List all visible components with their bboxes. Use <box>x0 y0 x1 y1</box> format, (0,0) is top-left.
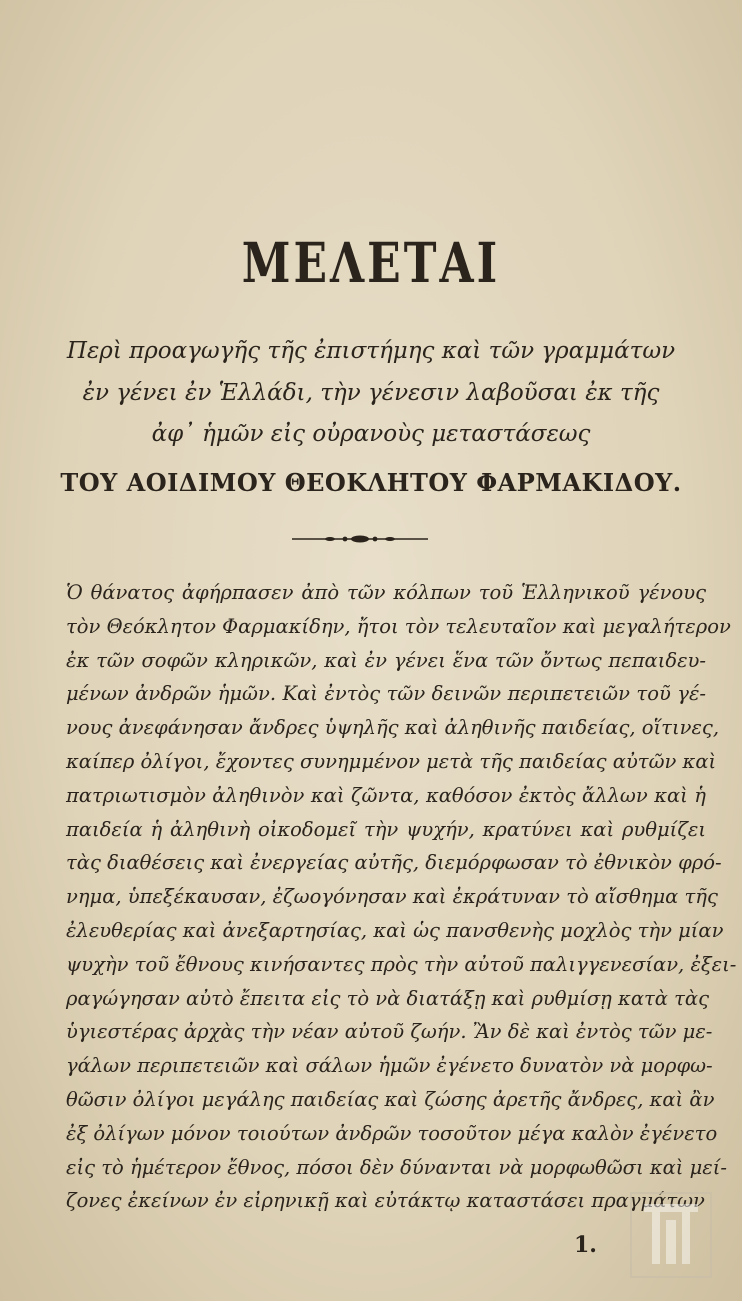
body-line: νους ἀνεφάνησαν ἄνδρες ὑψηλῆς καὶ ἀληθινῆς παιδείας, οἵτινες, <box>66 716 720 740</box>
body-line: παιδεία ἡ ἀληθινὴ οἰκοδομεῖ τὴν ψυχήν, κρατύνει καὶ ρυθμίζει <box>66 817 706 841</box>
subtitle-line-2: ἐν γένει ἐν Ἑλλάδι, τὴν γένεσιν λαβοῦσαι ἐκ τῆς <box>82 380 660 406</box>
body-line: θῶσιν ὀλίγοι μεγάλης παιδείας καὶ ζώσης ἀρετῆς ἄνδρες, καὶ ἂν <box>66 1087 715 1111</box>
body-text <box>66 576 737 1218</box>
body-line: τὰς διαθέσεις καὶ ἐνεργείας αὐτῆς, διεμόρφωσαν τὸ ἐθνικὸν φρό- <box>66 851 722 875</box>
library-logo-watermark <box>630 1192 712 1278</box>
body-line: καίπερ ὀλίγοι, ἔχοντες συνημμένον μετὰ τῆς παιδείας αὐτῶν καὶ <box>66 749 717 773</box>
body-line: ὑγιεστέρας ἀρχὰς τὴν νέαν αὐτοῦ ζωήν. Ἂν δὲ καὶ ἐντὸς τῶν με- <box>66 1020 713 1044</box>
body-line: πατριωτισμὸν ἀληθινὸν καὶ ζῶντα, καθόσον ἐκτὸς ἄλλων καὶ ἡ <box>66 783 706 807</box>
body-line: ζονες ἐκείνων ἐν εἰρηνικῇ καὶ εὐτάκτῳ καταστάσει πραγμάτων <box>66 1189 705 1213</box>
body-line: Ὁ θάνατος ἀφήρπασεν ἀπὸ τῶν κόλπων τοῦ Ἑλληνικοῦ γένους <box>66 581 706 604</box>
body-line: ψυχὴν τοῦ ἔθνους κινήσαντες πρὸς τὴν αὐτοῦ παλιγγενεσίαν, ἐξει- <box>66 952 737 976</box>
body-line: ἐλευθερίας καὶ ἀνεξαρτησίας, καὶ ὡς πανσθενὴς μοχλὸς τὴν μίαν <box>66 918 724 942</box>
subtitle-line-3: ἀφ᾽ ἡμῶν εἰς οὐρανοὺς μεταστάσεως <box>151 421 591 447</box>
body-line: μένων ἀνδρῶν ἡμῶν. Καὶ ἐντὸς τῶν δεινῶν περιπετειῶν τοῦ γέ- <box>66 682 706 706</box>
body-line: ραγώγησαν αὐτὸ ἔπειτα εἰς τὸ νὰ διατάξῃ καὶ ρυθμίσῃ κατὰ τὰς <box>66 986 710 1010</box>
body-line: νημα, ὑπεξέκαυσαν, ἐζωογόνησαν καὶ ἐκράτυναν τὸ αἴσθημα τῆς <box>66 885 718 909</box>
body-line: εἰς τὸ ἡμέτερον ἔθνος, πόσοι δὲν δύνανται νὰ μορφωθῶσι καὶ μεί- <box>66 1155 728 1179</box>
body-line: ἐκ τῶν σοφῶν κληρικῶν, καὶ ἐν γένει ἕνα τῶν ὄντως πεπαιδευ- <box>66 648 706 672</box>
page-number: 1. <box>574 1232 597 1258</box>
page-title: ΜΕΛΕΤΑΙ <box>241 232 501 296</box>
body-line: ἐξ ὀλίγων μόνον τοιούτων ἀνδρῶν τοσοῦτον μέγα καλὸν ἐγένετο <box>66 1121 718 1145</box>
body-line: γάλων περιπετειῶν καὶ σάλων ἡμῶν ἐγένετο δυνατὸν νὰ μορφω- <box>66 1054 713 1078</box>
ornament-divider <box>290 532 430 546</box>
subtitle-line-1: Περὶ προαγωγῆς τῆς ἐπιστήμης καὶ τῶν γραμμάτων <box>66 338 676 364</box>
author-line: ΤΟΥ ΑΟΙΔΙΜΟΥ ΘΕΟΚΛΗΤΟΥ ΦΑΡΜΑΚΙΔΟΥ. <box>60 468 682 497</box>
body-line: τὸν Θεόκλητον Φαρμακίδην, ἤτοι τὸν τελευταῖον καὶ μεγαλήτερον <box>66 614 731 638</box>
